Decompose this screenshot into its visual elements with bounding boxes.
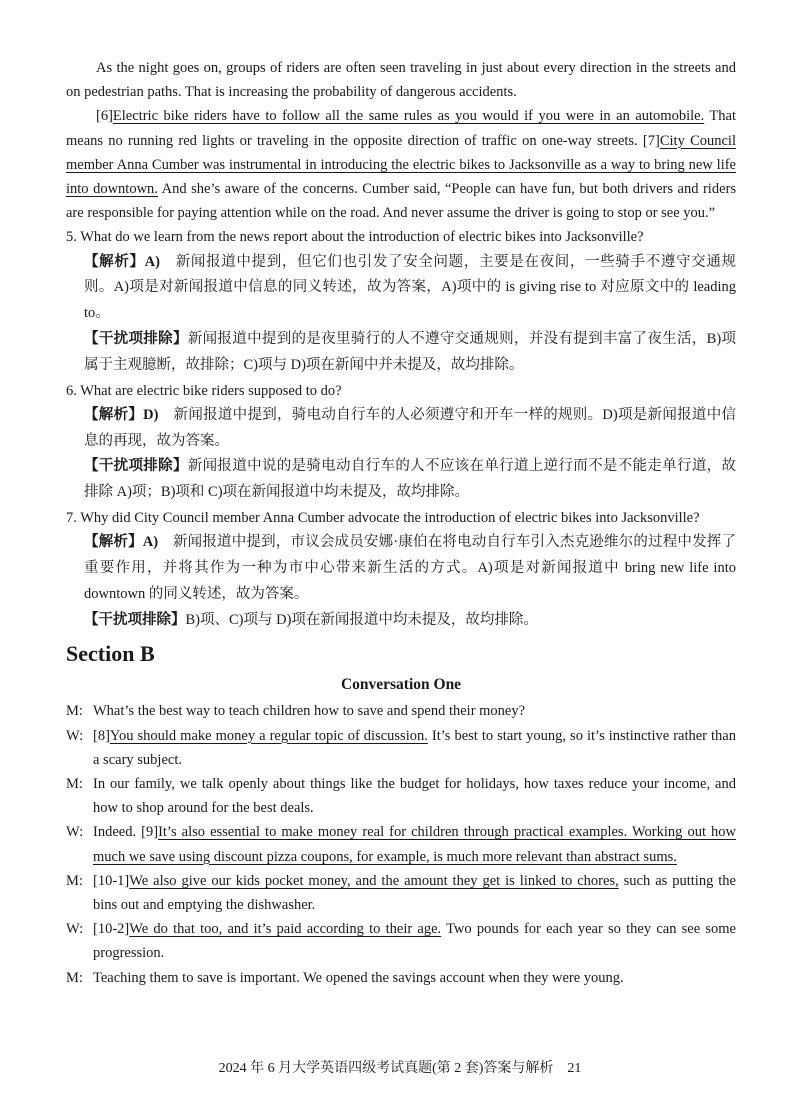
- distractor-label: 【干扰项排除】: [84, 458, 188, 475]
- speaker: M:: [66, 872, 83, 889]
- analysis-text: 新闻报道中提到，骑电动自行车的人必须遵守和开车一样的规则。D)项是新闻报道中信息的再现，故为答案。: [84, 406, 736, 449]
- line-text: It’s best to start young, so it’s instinctive rather than a scary subject.: [93, 727, 736, 768]
- line-text: such as putting the bins out and emptying the dishwasher.: [93, 872, 736, 914]
- distractor-text: 新闻报道中说的是骑电动自行车的人不应该在单行道上逆行而不是不能走单行道，故排除 A)项；B)项和 C)项在新闻报道中均未提及，故均排除。: [84, 458, 736, 501]
- speaker: M:: [66, 969, 83, 986]
- distractor-label: 【干扰项排除】: [84, 331, 188, 348]
- analysis-label: 【解析】A): [84, 253, 160, 270]
- speaker: W:: [66, 824, 84, 841]
- analysis-6: [66, 403, 736, 455]
- analysis-5: [66, 250, 736, 327]
- line-underlined: You should make money a regular topic of discussion.: [109, 727, 428, 744]
- dialogue-line: [66, 917, 736, 965]
- distractor-text: 新闻报道中提到的是夜里骑行的人不遵守交通规则，并没有提到丰富了夜生活，B)项属于主观臆断，故排除；C)项与 D)项在新闻中并未提及，故均排除。: [84, 331, 736, 373]
- passage-text-6: That means no running red lights or traveling in the opposite direction of traffic on one-way streets.: [66, 108, 737, 149]
- question-6: 6. What are electric bike riders supposed to do?: [66, 382, 342, 399]
- line-text: Two pounds for each year so they can see some progression.: [93, 921, 736, 962]
- underlined-sentence-6: Electric bike riders have to follow all the same rules as you would if you were in an automobile.: [112, 108, 705, 125]
- analysis-7: [66, 530, 736, 607]
- speaker: W:: [66, 727, 84, 744]
- tag-7: [7]: [642, 132, 660, 149]
- distractor-7: [66, 608, 736, 634]
- page-content: [66, 56, 736, 990]
- dialogue: [66, 699, 736, 989]
- speaker: M:: [66, 703, 83, 720]
- underlined-sentence-7: City Council member Anna Cumber was instrumental in introducing the electric bikes to Jacksonville as a way to bring new life into downtown.: [66, 132, 736, 198]
- analysis-label: 【解析】D): [84, 406, 159, 423]
- line-underlined: We also give our kids pocket money, and the amount they get is linked to chores,: [129, 872, 619, 889]
- distractor-text: B)项、C)项与 D)项在新闻报道中均未提及，故均排除。: [185, 611, 538, 628]
- line-text: Teaching them to save is important. We opened the savings account when they were young.: [93, 969, 624, 986]
- dialogue-line: [66, 772, 736, 820]
- section-title: Section B: [66, 641, 155, 667]
- line-tag: [8]: [93, 727, 110, 744]
- line-tag: [10-2]: [93, 921, 130, 938]
- line-pre: Indeed.: [93, 824, 142, 841]
- analysis-text: 新闻报道中提到，市议会成员安娜·康伯在将电动自行车引入杰克逊维尔的过程中发挥了重要作用，并将其作为一种为市中心带来新生活的方式。A)项是对新闻报道中 bring new life into downtown 的同义转述，故为答案。: [84, 534, 736, 602]
- line-underlined: We do that too, and it’s paid according to their age.: [129, 921, 442, 938]
- speaker: M:: [66, 776, 83, 792]
- line-tag: [10-1]: [93, 872, 130, 889]
- passage-text-7: And she’s aware of the concerns. Cumber said, “People can have fun, but both drivers and riders are responsible for paying attention while on the road. And never assume the driver is going to stop or see you.”: [66, 181, 736, 222]
- line-underlined: It’s also essential to make money real for children through practical examples. Working out how much we save using discount pizza coupons, for example, is much more relevant than abstract sums.: [93, 824, 736, 865]
- distractor-6: [66, 454, 736, 506]
- line-tag: [9]: [141, 824, 159, 841]
- dialogue-line: [66, 699, 736, 723]
- page-footer: 2024 年 6 月大学英语四级考试真题(第 2 套)答案与解析 21: [218, 1061, 582, 1076]
- analysis-label: 【解析】A): [84, 534, 159, 551]
- line-text: What’s the best way to teach children how to save and spend their money?: [93, 703, 526, 720]
- passage-paragraph-1: As the night goes on, groups of riders are often seen traveling in just about every direction in the streets and on pedestrian paths. That is increasing the probability of dangerous accidents.: [66, 60, 736, 101]
- question-5: 5. What do we learn from the news report about the introduction of electric bikes into Jacksonville?: [66, 229, 644, 246]
- analysis-text: 新闻报道中提到，但它们也引发了安全问题，主要是在夜间，一些骑手不遵守交通规则。A)项是对新闻报道中信息的同义转述，故为答案，A)项中的 is giving rise to 对应原文中的 leading to。: [84, 253, 736, 322]
- tag-6: [6]: [96, 108, 113, 125]
- conversation-title: Conversation One: [340, 676, 462, 694]
- distractor-5: [66, 327, 736, 379]
- question-7: 7. Why did City Council member Anna Cumber advocate the introduction of electric bikes into Jacksonville?: [66, 510, 700, 526]
- line-text: In our family, we talk openly about things like the budget for holidays, how taxes reduce your income, and how to shop around for the best deals.: [93, 776, 736, 817]
- speaker: W:: [66, 921, 84, 938]
- distractor-label: 【干扰项排除】: [84, 611, 186, 628]
- dialogue-line: [66, 724, 736, 772]
- dialogue-line: [66, 966, 736, 990]
- passage-paragraph-2: [66, 104, 736, 225]
- dialogue-line: [66, 820, 736, 868]
- dialogue-line: [66, 869, 736, 917]
